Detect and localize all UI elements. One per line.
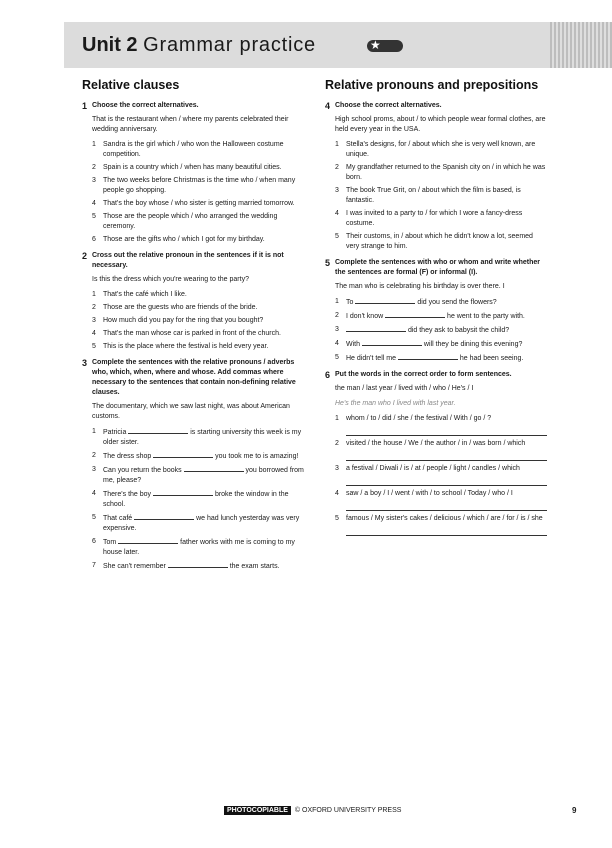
copyright bbox=[224, 806, 401, 815]
page-header bbox=[64, 22, 612, 68]
exercise-example: The documentary, which we saw last night, was about American customs. bbox=[92, 403, 290, 420]
answer-blank[interactable] bbox=[128, 427, 188, 434]
list-item: 4 I was invited to a party to / for which I wore a fancy-dress costume. bbox=[335, 210, 523, 227]
list-item: 4 With will they be dining this evening? bbox=[335, 340, 523, 348]
list-item: 3 The two weeks before Christmas is the time who / when many people go shopping. bbox=[92, 177, 296, 194]
list-item: 1 To did you send the flowers? bbox=[335, 298, 497, 306]
list-item: 6 Those are the gifts who / which I got for my birthday. bbox=[92, 236, 265, 243]
answer-line[interactable] bbox=[346, 424, 547, 436]
exercise-5 bbox=[325, 258, 547, 364]
list-item: 1 whom / to / did / she / the festival / With / go / ? bbox=[335, 414, 547, 436]
exercise-2 bbox=[82, 251, 304, 352]
page-title bbox=[82, 33, 316, 57]
list-item: 5 That café we had lunch yesterday was very expensive. bbox=[92, 514, 300, 532]
answer-blank[interactable] bbox=[398, 353, 458, 360]
answer-blank[interactable] bbox=[362, 339, 422, 346]
exercise-instruction: Complete the sentences with the relative pronouns / adverbs who, which, when, where and whose. Add commas where necessary to the sentences that contain non-defining relative clauses. bbox=[92, 359, 296, 396]
photocopiable-badge: PHOTOCOPIABLE bbox=[224, 806, 291, 815]
list-item: 2 Spain is a country which / when has many beautiful cities. bbox=[92, 164, 282, 171]
answer-blank[interactable] bbox=[346, 325, 406, 332]
answer-blank[interactable] bbox=[168, 561, 228, 568]
exercise-example: The man who is celebrating his birthday is over there. I bbox=[335, 283, 505, 290]
list-item: 3 Can you return the books you borrowed from me, please? bbox=[92, 466, 304, 484]
answer-line[interactable] bbox=[346, 524, 547, 536]
exercise-number: 3 bbox=[82, 358, 88, 368]
exercise-example: High school proms, about / to which people wear formal clothes, are held every year in the USA. bbox=[335, 116, 546, 133]
exercise-instruction: Put the words in the correct order to form sentences. bbox=[335, 371, 512, 378]
section-heading: Relative pronouns and prepositions bbox=[325, 78, 539, 92]
exercise-example: That is the restaurant when / where my parents celebrated their wedding anniversary. bbox=[92, 116, 289, 133]
exercise-instruction: Cross out the relative pronoun in the sentences if it is not necessary. bbox=[92, 252, 284, 269]
list-item: 2 I don't know he went to the party with. bbox=[335, 312, 525, 320]
exercise-4 bbox=[325, 101, 547, 252]
exercise-instruction: Complete the sentences with who or whom and write whether the sentences are formal (F) or informal (I). bbox=[335, 259, 540, 276]
list-item: 5 He didn't tell me he had been seeing. bbox=[335, 354, 524, 362]
list-item: 1 Stella's designs, for / about which she is very well known, are unique. bbox=[335, 141, 536, 158]
list-item: 1 Sandra is the girl which / who won the Halloween costume competition. bbox=[92, 141, 284, 158]
answer-blank[interactable] bbox=[385, 311, 445, 318]
answer-blank[interactable] bbox=[118, 537, 178, 544]
list-item: 4 There's the boy broke the window in the school. bbox=[92, 490, 289, 508]
exercise-number: 1 bbox=[82, 101, 88, 111]
exercise-number: 6 bbox=[325, 370, 331, 380]
exercise-example: the man / last year / lived with / who / He's / I bbox=[335, 385, 474, 392]
answer-line[interactable] bbox=[346, 474, 547, 486]
list-item: 3 The book True Grit, on / about which the film is based, is fantastic. bbox=[335, 187, 521, 204]
answer-blank[interactable] bbox=[355, 297, 415, 304]
example-answer: He's the man who I lived with last year. bbox=[335, 400, 456, 407]
list-item: 4 That's the man whose car is parked in front of the church. bbox=[92, 330, 281, 337]
exercise-1 bbox=[82, 101, 304, 245]
list-item: 6 Tom father works with me is coming to my house later. bbox=[92, 538, 295, 556]
list-item: 3 did they ask to babysit the child? bbox=[335, 326, 510, 334]
list-item: 1 That's the café which I like. bbox=[92, 291, 187, 298]
list-item: 5 This is the place where the festival is held every year. bbox=[92, 343, 269, 350]
exercise-instruction: Choose the correct alternatives. bbox=[92, 102, 199, 109]
list-item: 5 famous / My sister's cakes / delicious / which / are / for / is / she bbox=[335, 514, 547, 536]
page-number: 9 bbox=[572, 806, 577, 815]
level-badge bbox=[367, 40, 403, 52]
star-icon: ★ bbox=[370, 38, 381, 52]
exercise-number: 2 bbox=[82, 251, 88, 261]
exercise-3 bbox=[82, 358, 304, 572]
list-item: 2 Those are the guests who are friends of the bride. bbox=[92, 304, 258, 311]
exercise-number: 4 bbox=[325, 101, 331, 111]
list-item: 4 That's the boy whose / who sister is getting married tomorrow. bbox=[92, 200, 295, 207]
exercise-example: Is this the dress which you're wearing to the party? bbox=[92, 276, 249, 283]
answer-blank[interactable] bbox=[153, 489, 213, 496]
header-decoration bbox=[550, 22, 612, 68]
answer-blank[interactable] bbox=[134, 513, 194, 520]
answer-blank[interactable] bbox=[184, 465, 244, 472]
left-column bbox=[82, 78, 304, 578]
exercise-number: 5 bbox=[325, 258, 331, 268]
list-item: 3 How much did you pay for the ring that you bought? bbox=[92, 317, 264, 324]
exercise-instruction: Choose the correct alternatives. bbox=[335, 102, 442, 109]
list-item: 2 The dress shop you took me to is amazing! bbox=[92, 452, 299, 460]
section-title: Grammar practice bbox=[143, 34, 316, 56]
section-heading: Relative clauses bbox=[82, 78, 180, 92]
list-item: 4 saw / a boy / I / went / with / to school / Today / who / I bbox=[335, 489, 547, 511]
list-item: 7 She can't remember the exam starts. bbox=[92, 562, 280, 570]
answer-line[interactable] bbox=[346, 449, 547, 461]
list-item: 5 Those are the people which / who arranged the wedding ceremony. bbox=[92, 213, 278, 230]
list-item: 1 Patricia is starting university this week is my older sister. bbox=[92, 428, 302, 446]
answer-line[interactable] bbox=[346, 499, 547, 511]
list-item: 2 visited / the house / We / the author / in / was born / which bbox=[335, 439, 547, 461]
list-item: 2 My grandfather returned to the Spanish city on / in which he was born. bbox=[335, 164, 546, 181]
list-item: 5 Their customs, in / about which he didn't know a lot, seemed very strange to him. bbox=[335, 233, 533, 250]
publisher: © OXFORD UNIVERSITY PRESS bbox=[294, 807, 402, 814]
list-item: 3 a festival / Diwali / is / at / people / light / candles / which bbox=[335, 464, 547, 486]
exercise-6 bbox=[325, 370, 547, 536]
unit-label: Unit 2 bbox=[82, 34, 138, 56]
right-column bbox=[325, 78, 547, 542]
answer-blank[interactable] bbox=[153, 451, 213, 458]
